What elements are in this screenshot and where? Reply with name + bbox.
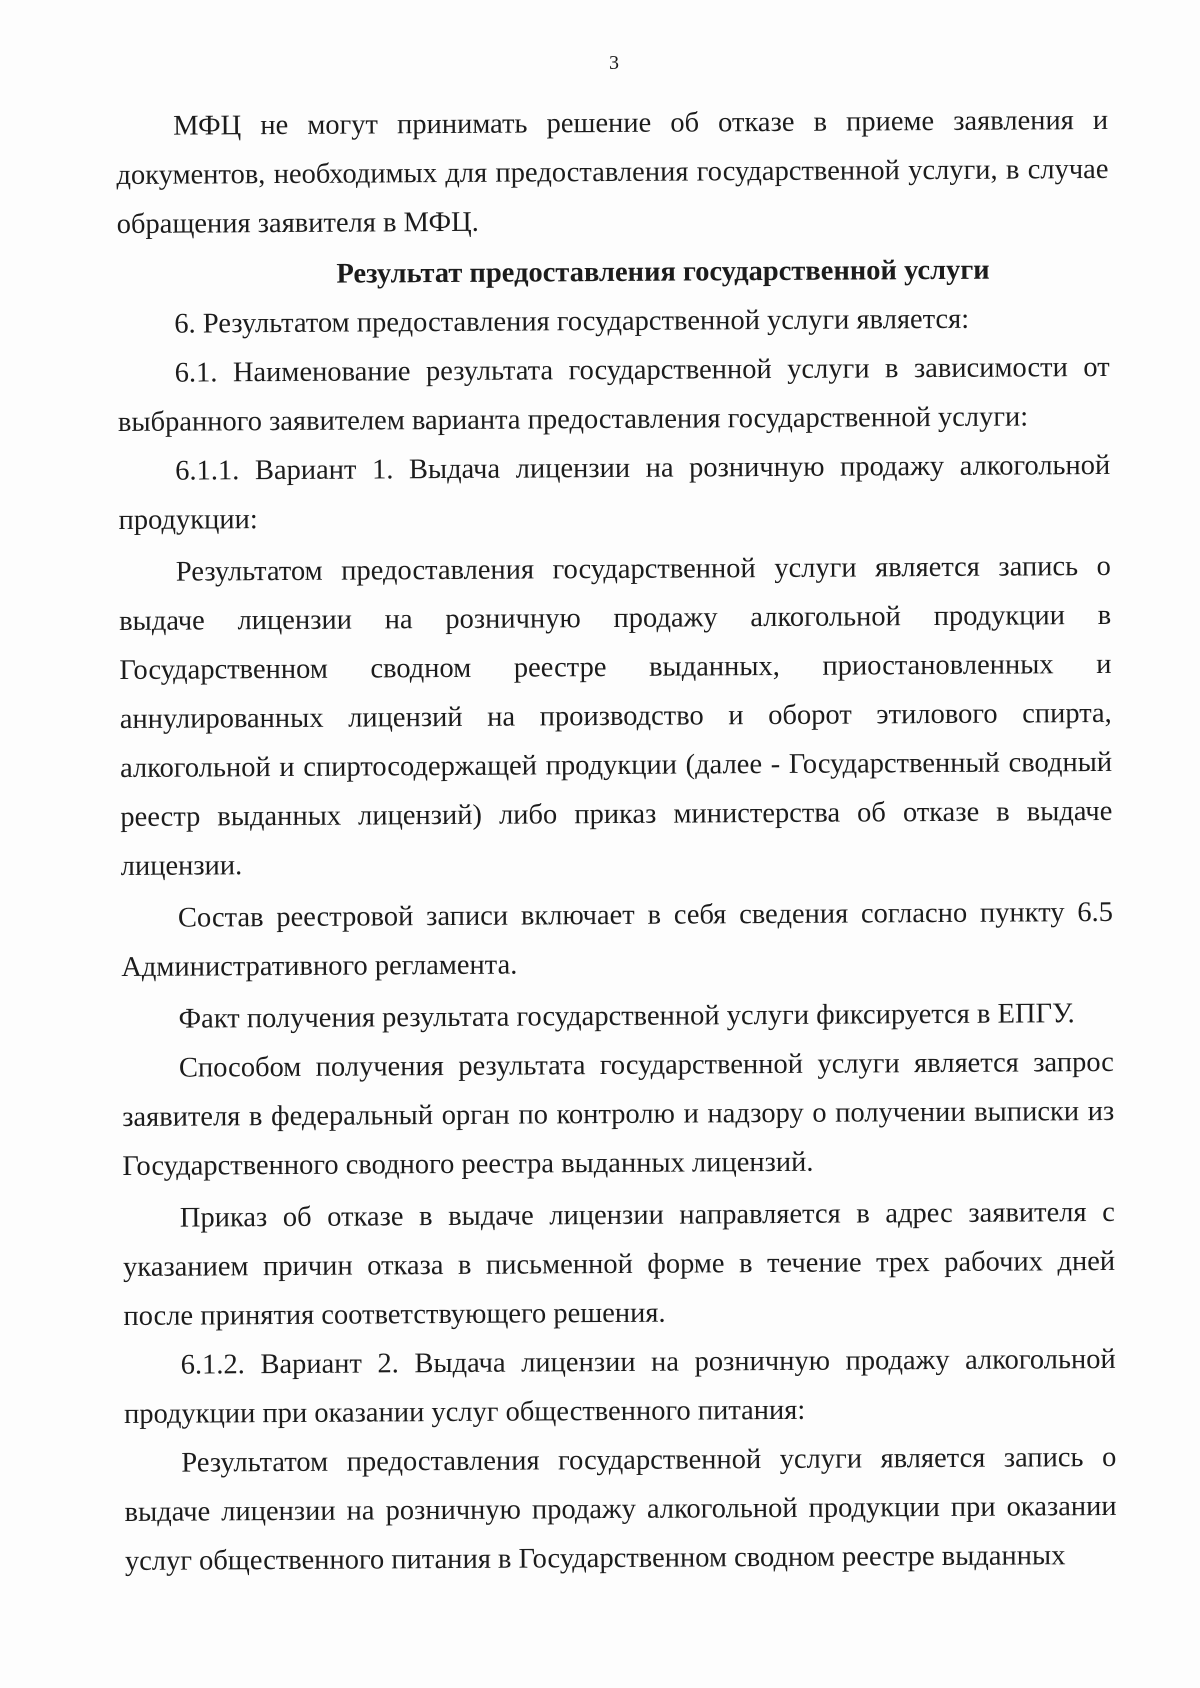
- paragraph: Факт получения результата государственной услуги фиксируется в ЕПГУ.: [178, 998, 1075, 1035]
- document-body: [116, 96, 1117, 1586]
- paragraph: 6.1.2. Вариант 2. Выдача лицензии на розничную продажу алкогольной продукции при оказании услуг общественного питания:: [123, 1343, 1116, 1430]
- paragraph: Приказ об отказе в выдаче лицензии направляется в адрес заявителя с указанием причин отказа в письменной форме в течение трех рабочих дней после принятия соответствующего решения.: [123, 1196, 1116, 1332]
- paragraph: 6. Результатом предоставления государственной услуги является:: [174, 303, 970, 340]
- paragraph: 6.1.1. Вариант 1. Выдача лицензии на розничную продажу алкогольной продукции:: [118, 449, 1111, 536]
- section-heading: Результат предоставления государственной услуги: [336, 254, 990, 290]
- paragraph: Результатом предоставления государственной услуги является запись о выдаче лицензии на розничную продажу алкогольной продукции при оказании услуг общественного питания в Государственном сводном реестре выданных: [124, 1441, 1117, 1577]
- page-number: 3: [609, 52, 619, 74]
- paragraph-mfc: МФЦ не могут принимать решение об отказе в приеме заявления и документов, необходимых для предоставления государственной услуги, в случае обращения заявителя в МФЦ.: [116, 104, 1109, 240]
- paragraph: Способом получения результата государственной услуги является запрос заявителя в федеральный орган по контролю и надзору о получении выписки из Государственного сводного реестра выданных лицензий.: [122, 1046, 1115, 1182]
- paragraph: Состав реестровой записи включает в себя сведения согласно пункту 6.5 Административного регламента.: [121, 896, 1114, 983]
- paragraph: Результатом предоставления государственной услуги является запись о выдаче лицензии на розничную продажу алкогольной продукции в Государственном сводном реестре выданных, приостановленных и аннулированных лицензий на производство и оборот этилового спирта, алкогольной и спиртосодержащей продукции (далее - Государственный сводный реестр выданных лицензий) либо приказ министерства об отказе в выдаче лицензии.: [119, 550, 1113, 882]
- paragraph: 6.1. Наименование результата государственной услуги в зависимости от выбранного заявителем варианта предоставления государственной услуги:: [117, 351, 1110, 438]
